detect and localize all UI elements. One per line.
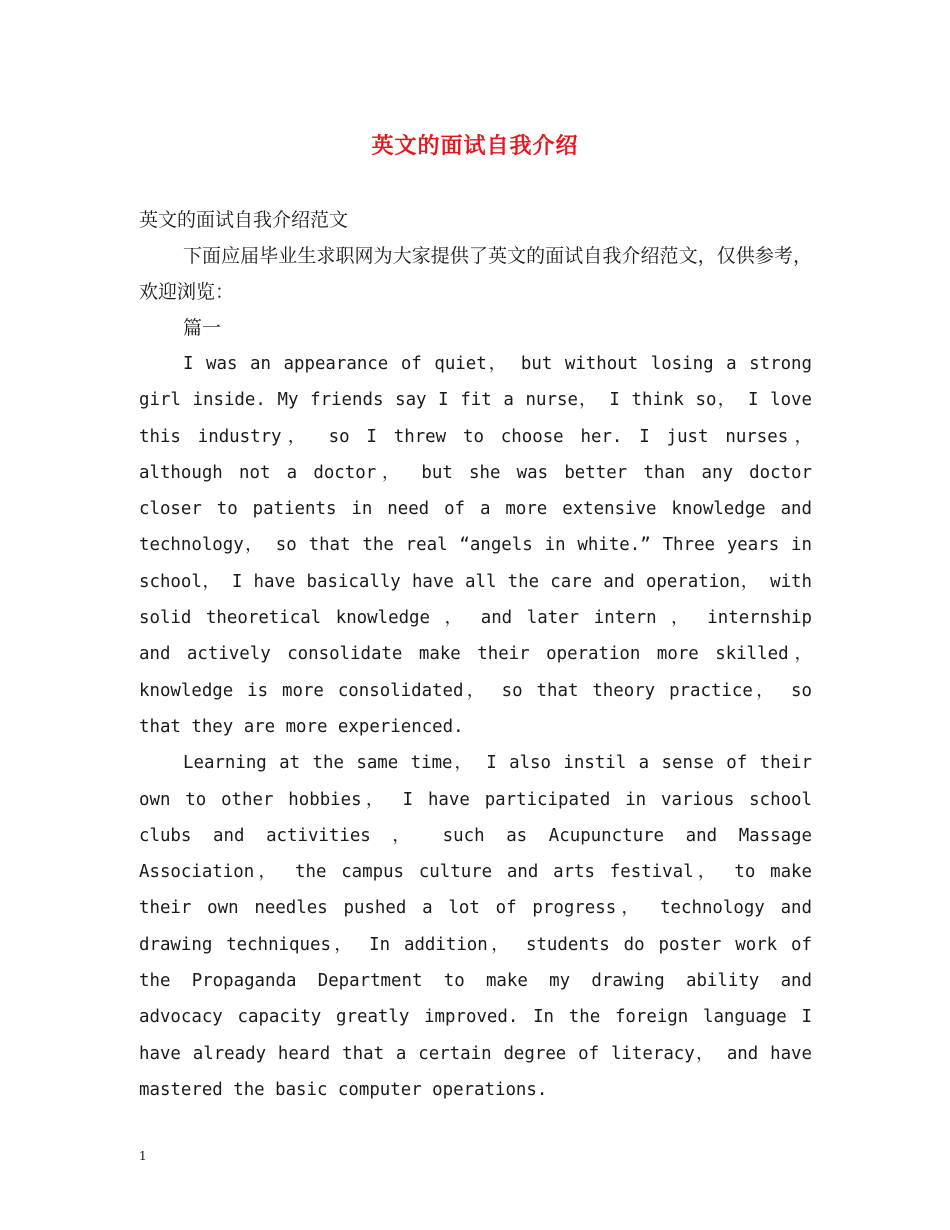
document-body — [139, 202, 812, 1108]
section-label: 篇一 — [183, 317, 222, 339]
intro-paragraph: 下面应届毕业生求职网为大家提供了英文的面试自我介绍范文，仅供参考，欢迎浏览： — [139, 245, 812, 303]
body-paragraph-1: I was an appearance of quiet， but without losing a strong girl inside. My friends say I fit a nurse， I think so， I love this industry， so I threw to choose her. I just nurses， although not a doctor， but she was better than any doctor closer to patients in need of a more extensive knowledge and technology， so that the real “angels in white.” Three years in school， I have basically have all the care and operation， with solid theoretical knowledge ， and later intern ， internship and actively consolidate make their operation more skilled， knowledge is more consolidated， so that theory practice， so that they are more experienced. — [139, 354, 812, 737]
page-title: 英文的面试自我介绍 — [371, 133, 579, 159]
body-paragraph-2: Learning at the same time， I also instil a sense of their own to other hobbies， I have participated in various school clubs and activities ， such as Acupuncture and Massage Association， the campus culture and arts festival， to make their own needles pushed a lot of progress， technology and drawing techniques， In addition， students do poster work of the Propaganda Department to make my drawing ability and advocacy capacity greatly improved. In the foreign language I have already heard that a certain degree of literacy， and have mastered the basic computer operations. — [139, 753, 812, 1100]
document-subtitle: 英文的面试自我介绍范文 — [139, 209, 349, 231]
page-number: 1 — [139, 1149, 147, 1163]
